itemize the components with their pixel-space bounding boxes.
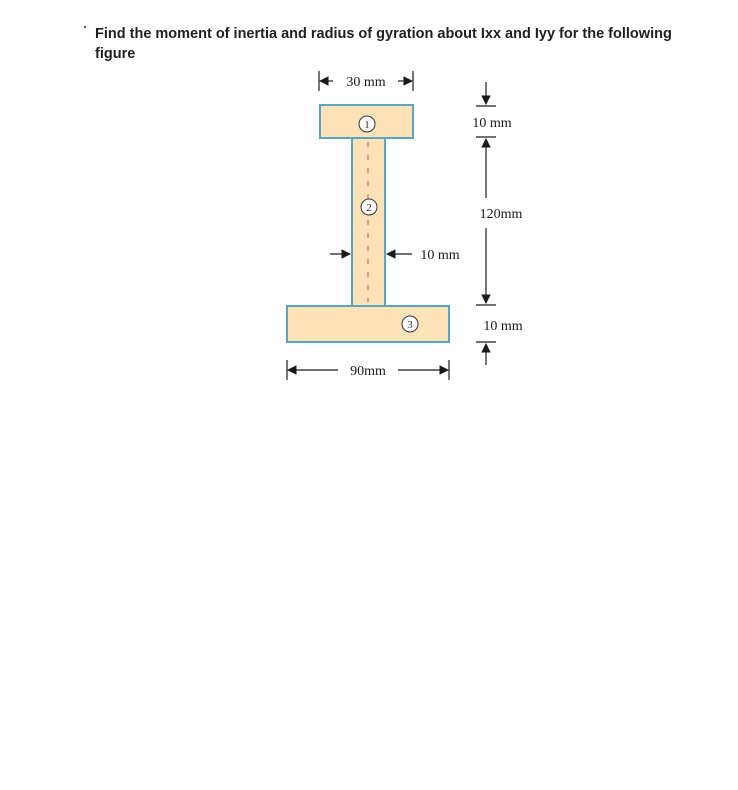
svg-text:2: 2	[366, 202, 372, 214]
part-label-2	[361, 199, 377, 215]
svg-text:10 mm: 10 mm	[420, 248, 460, 263]
svg-text:30 mm: 30 mm	[346, 75, 386, 90]
svg-text:10 mm: 10 mm	[483, 319, 523, 334]
svg-text:90mm: 90mm	[350, 364, 386, 379]
part-label-1	[359, 116, 375, 132]
dim-top-flange-thickness	[472, 82, 511, 137]
svg-text:10 mm: 10 mm	[472, 116, 512, 131]
dim-top-flange-width	[319, 71, 413, 91]
svg-text:1: 1	[364, 119, 370, 131]
question-text: Find the moment of inertia and radius of gyration about Ixx and Iyy for the following figure	[95, 26, 672, 62]
dim-web-thickness	[330, 248, 460, 263]
svg-text:3: 3	[407, 319, 413, 331]
svg-text:120mm: 120mm	[479, 207, 523, 222]
dim-bottom-flange-thickness	[476, 305, 523, 365]
dim-bottom-flange-width	[287, 360, 449, 380]
part-label-3	[402, 316, 418, 332]
dim-web-height	[480, 139, 523, 303]
bottom-flange	[287, 306, 449, 342]
